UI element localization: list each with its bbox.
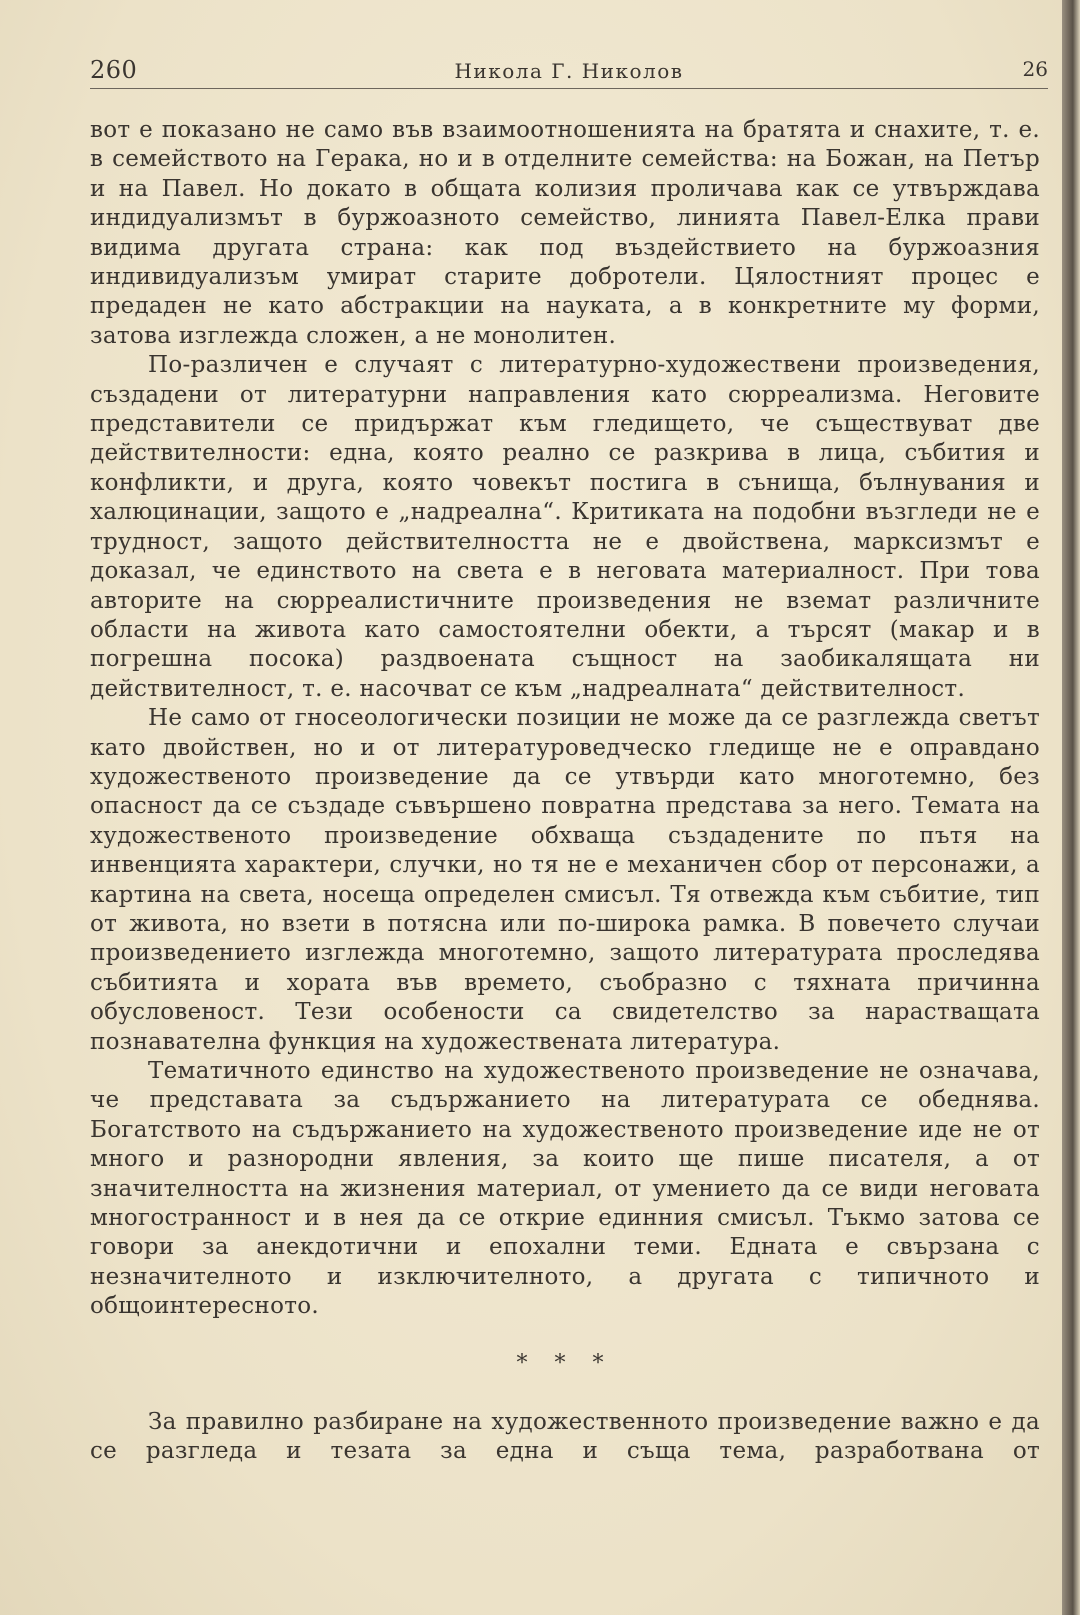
page-edge	[1062, 0, 1080, 1615]
paragraph-final: За правилно разбиране на художественното произведение важно е да се разгледа и тезата за една и съща тема, разработвана от	[90, 1408, 1040, 1465]
running-head	[90, 54, 1048, 89]
paragraph-thematic-unity: Тематичното единство на художественото произведение не означава, че представата за съдържанието на литературата се обеднява. Богатството на съдържанието на художественото произведение иде не от много и разнородни явления, за които ще пише писателя, а от значителността на жизнения материал, от умението да се види неговата многостранност и в нея да се открие единния смисъл. Тъкмо затова се говори за анекдотични и епохални теми. Едната е свързана с незначителното и изключителното, а другата с типичното и общоинтересното.	[90, 1058, 1040, 1320]
body-text	[90, 116, 1040, 1466]
section-separator: * * *	[516, 1350, 614, 1376]
paragraph-surrealism: По-различен е случаят с литературно-художествени произведения, създадени от литературни направления като сюрреализма. Неговите представители се придържат към гледището, че съществуват две действителности: една, която реално се разкрива в лица, събития и конфликти, и друга, която човекът постига в сънища, бълнувания и халюцинации, защото е „надреална“. Критиката на подобни възгледи не е трудност, защото действителността не е двойствена, марксизмът е доказал, че единството на света е в неговата материалност. При това авторите на сюрреалистичните произведения не вземат различните области на живота като самостоятелни обекти, а търсят (макар и в погрешна посока) раздвоената същност на заобикалящата ни действителност, т. е. насочват се към „надреалната“ действителност.	[90, 352, 1040, 702]
paragraph-multithematic: Не само от гносеологически позиции не може да се разглежда светът като двойствен, но и от литературоведческо гледище не е оправдано художественото произведение да се утвърди като многотемно, без опасност да се създаде съвършено повратна представа за него. Темата на художественото произведение обхваща създадените по пътя на инвенцията характери, случки, но тя не е механичен сбор от персонажи, а картина на света, носеща определен смисъл. Тя отвежда към събитие, тип от живота, но взети в потясна или по-широка рамка. В повечето случаи произведението изглежда многотемно, защото литературата проследява събитията и хората във времето, съобразно с тяхната причинна обусловеност. Тези особености са свидетелство за нарастващата познавателна функция на художествената литература.	[90, 705, 1040, 1055]
page-number: 260	[90, 56, 138, 84]
folio-number: 26	[1022, 57, 1048, 81]
paragraph-continuation: вот е показано не само във взаимоотношенията на братята и снахите, т. е. в семейството на Герака, но и в отделните семейства: на Божан, на Петър и на Павел. Но докато в общата колизия проличава как се утвърждава индидуализмът в буржоазното семейство, линията Павел-Елка прави видима другата страна: как под въздействието на буржоазния индивидуализъм умират старите добротели. Цялостният процес е предаден не като абстракции на науката, а в конкретните му форми, затова изглежда сложен, а не монолитен.	[90, 117, 1040, 349]
running-head-author: Никола Г. Николов	[454, 59, 684, 83]
